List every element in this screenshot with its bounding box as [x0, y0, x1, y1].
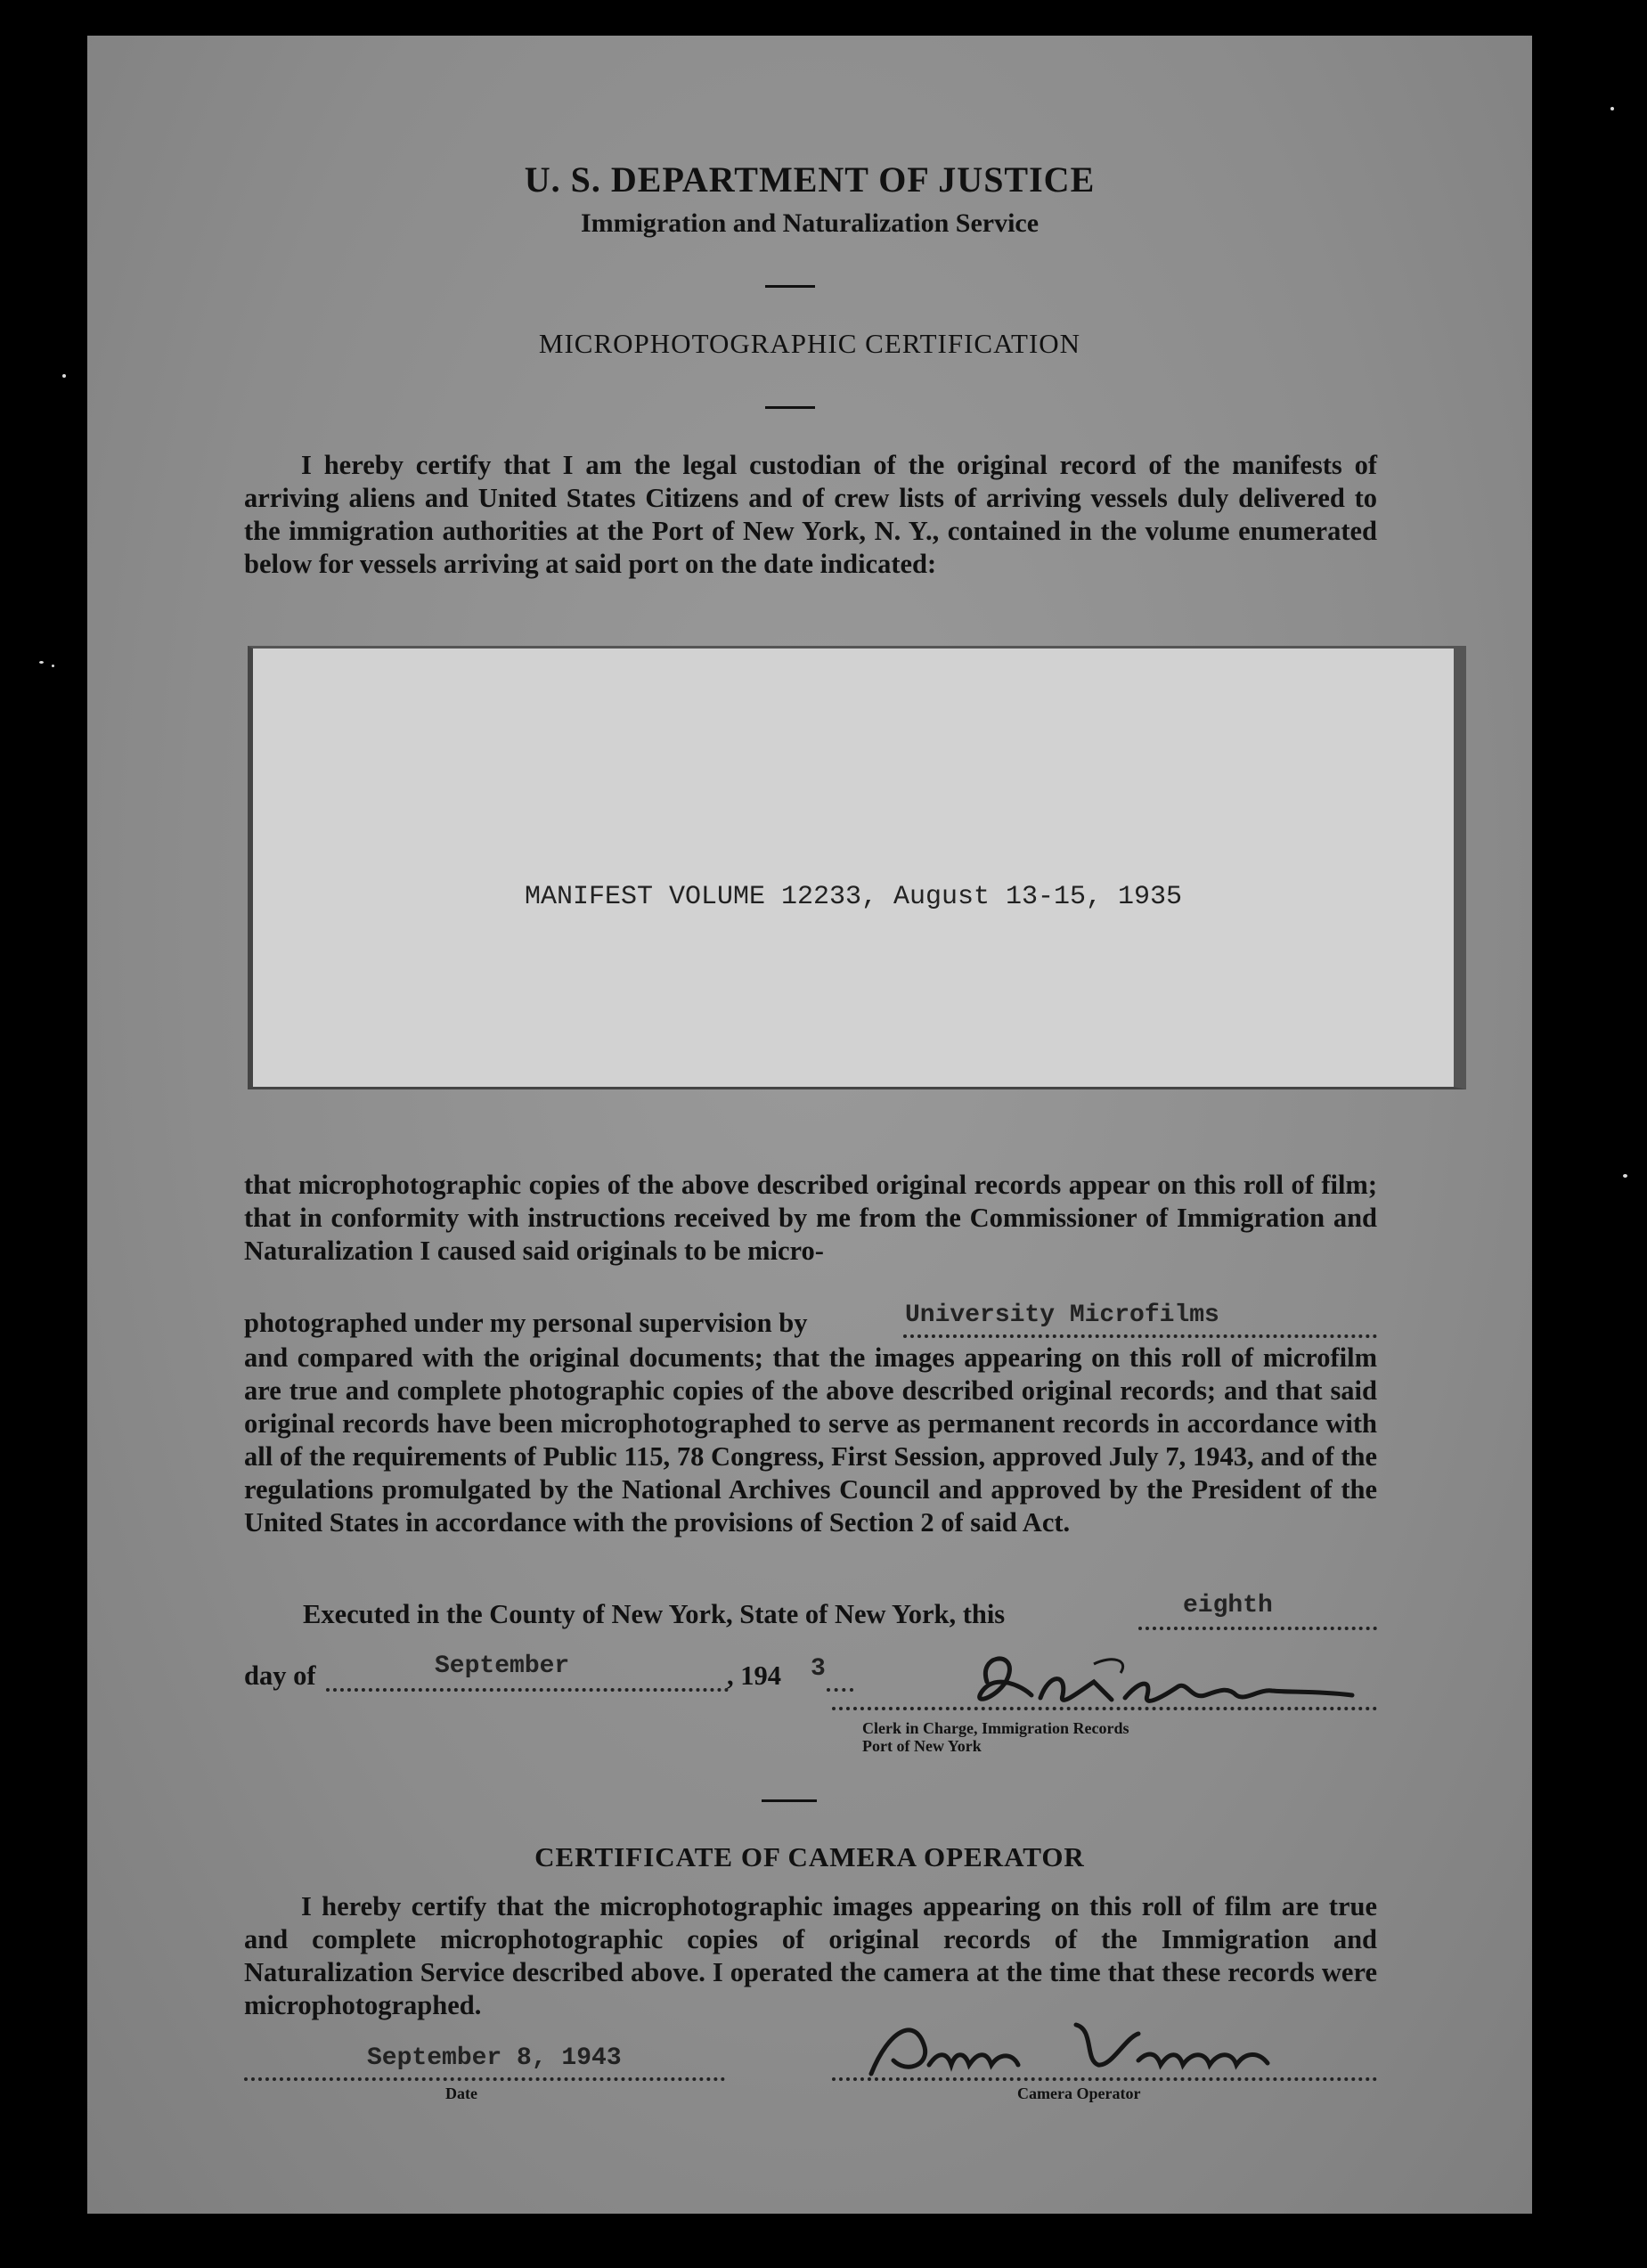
- executed-year-digit: 3: [811, 1655, 826, 1683]
- camera-operator-label: Camera Operator: [1017, 2084, 1141, 2102]
- supervision-line-prefix: photographed under my personal supervision by: [244, 1308, 808, 1338]
- clerk-title-line-1: Clerk in Charge, Immigration Records: [862, 1719, 1129, 1737]
- certificate-page: [87, 36, 1532, 2214]
- executed-year-prefix: , 194: [727, 1660, 781, 1691]
- month-dotted-line: [326, 1688, 729, 1692]
- divider-rule-3: [762, 1799, 817, 1802]
- film-speck: [39, 661, 44, 664]
- certificate-date-value: September 8, 1943: [367, 2044, 622, 2072]
- executed-month-value: September: [435, 1652, 570, 1680]
- executed-day-dotted-line: [1138, 1627, 1377, 1630]
- year-dotted-line: [827, 1688, 853, 1692]
- film-speck: [1610, 107, 1614, 110]
- clerk-signature: [960, 1646, 1370, 1722]
- executed-day-value: eighth: [1183, 1592, 1273, 1619]
- divider-rule-1: [765, 285, 815, 288]
- film-speck: [52, 665, 54, 667]
- service-subtitle: Immigration and Naturalization Service: [580, 208, 1040, 238]
- body-paragraph-1: that microphotographic copies of the above described original records appear on this roll of film; that in conformity with instructions received by me from the Commissioner of Immigration and Naturalization I caused said originals to be micro-: [244, 1170, 1377, 1266]
- body-paragraph-2: and compared with the original documents; that the images appearing on this roll of microfilm are true and complete photographic copies of the above described original records; and that said original records have been microphotographed to serve as permanent records in accordance with all of the requirements of Public 115, 78 Congress, First Session, approved July 7, 1943, and of the regulations promulgated by the National Archives Council and approved by the President of the United States in accordance with the provisions of Section 2 of said Act.: [244, 1342, 1377, 1538]
- department-title: U. S. DEPARTMENT OF JUSTICE: [524, 159, 1096, 200]
- camera-operator-paragraph: I hereby certify that the microphotographic images appearing on this roll of film are true and complete microphotographic copies of original records of the Immigration and Naturalization Service described above. I operated the camera at the time that these records were microphotographed.: [244, 1891, 1377, 2020]
- certification-heading: MICROPHOTOGRAPHIC CERTIFICATION: [538, 328, 1081, 359]
- camera-operator-heading: CERTIFICATE OF CAMERA OPERATOR: [534, 1841, 1085, 1872]
- date-dotted-line: [244, 2077, 725, 2081]
- date-label: Date: [445, 2084, 477, 2102]
- day-of-label: day of: [244, 1660, 316, 1691]
- supervision-dotted-line: [903, 1334, 1377, 1338]
- film-speck: [62, 374, 66, 378]
- divider-rule-2: [765, 406, 815, 409]
- intro-paragraph: I hereby certify that I am the legal custodian of the original record of the manifests of arriving aliens and United States Citizens and of crew lists of arriving vessels duly delivered to the immigration authorities at the Port of New York, N. Y., contained in the volume enumerated below for vessels arriving at said port on the date indicated:: [244, 450, 1377, 579]
- record-insert-slip: [248, 646, 1466, 1089]
- record-insert-text: MANIFEST VOLUME 12233, August 13-15, 1935: [524, 882, 1183, 912]
- executed-line-prefix: Executed in the County of New York, State of New York, this: [303, 1599, 1006, 1629]
- operator-signature: [853, 2011, 1281, 2087]
- clerk-title-line-2: Port of New York: [862, 1737, 982, 1755]
- film-speck: [1623, 1174, 1627, 1178]
- supervised-by-value: University Microfilms: [905, 1301, 1219, 1329]
